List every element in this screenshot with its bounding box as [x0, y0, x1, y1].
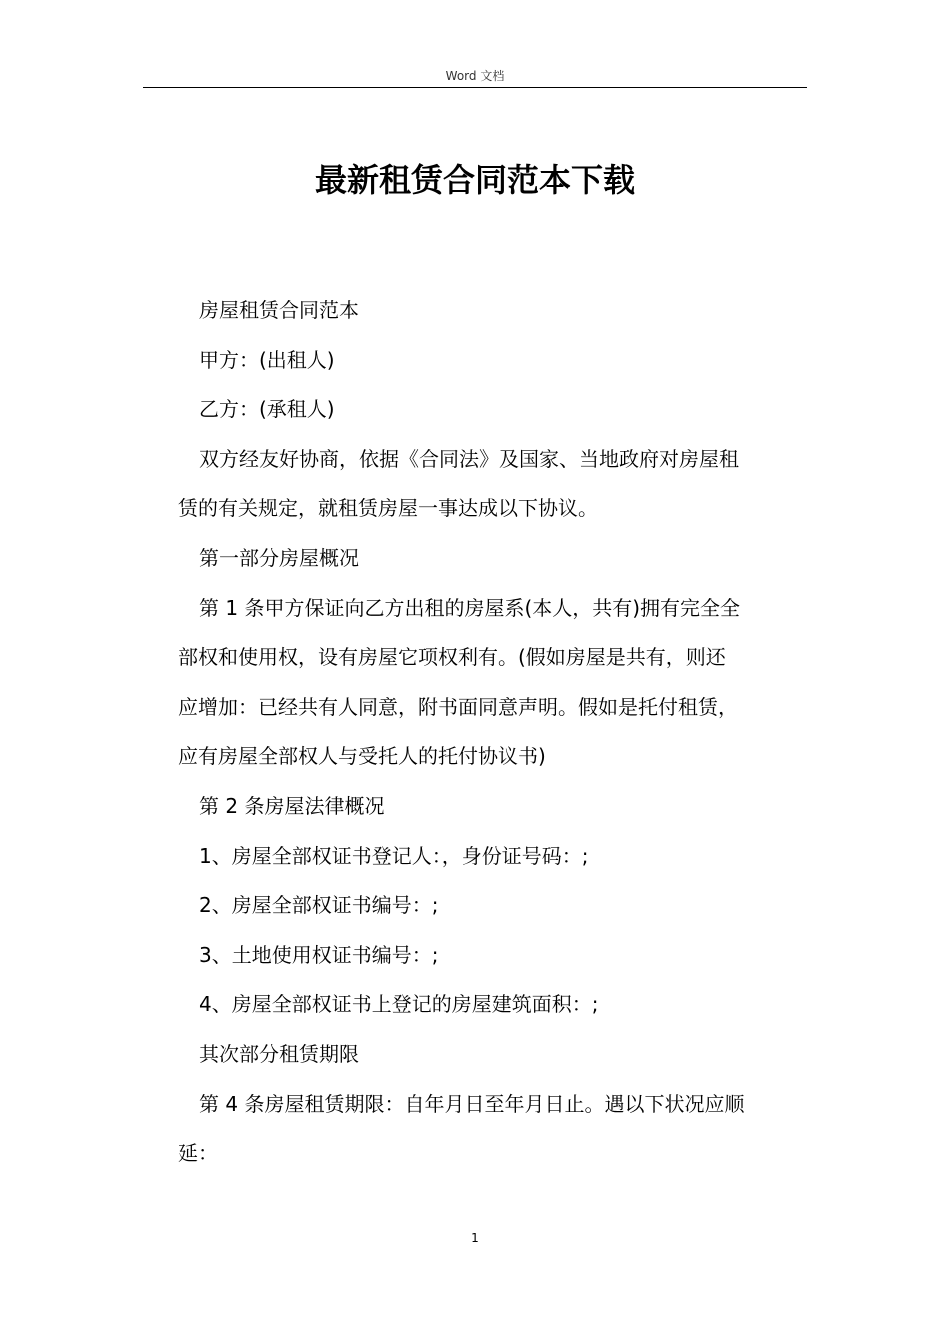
paragraph-line: 第 4 条房屋租赁期限：自年月日至年月日止。遇以下状况应顺	[199, 1091, 745, 1116]
paragraph	[178, 385, 804, 435]
paragraph-line: 双方经友好协商，依据《合同法》及国家、当地政府对房屋租	[199, 446, 739, 471]
document-title: 最新租赁合同范本下载	[314, 161, 635, 199]
paragraph-line: 4、房屋全部权证书上登记的房屋建筑面积：;	[199, 992, 599, 1017]
paragraph-line: 甲方：(出租人)	[199, 347, 335, 372]
paragraph-line: 其次部分租赁期限	[199, 1041, 359, 1066]
paragraph	[178, 1030, 804, 1080]
paragraph	[178, 881, 804, 931]
paragraph-line: 部权和使用权，设有房屋它项权利有。(假如房屋是共有，则还	[178, 645, 726, 670]
paragraph	[178, 1080, 804, 1179]
paragraph	[178, 782, 804, 832]
paragraph-line: 应有房屋全部权人与受托人的托付协议书)	[178, 744, 546, 769]
paragraph-line: 3、土地使用权证书编号：;	[199, 942, 439, 967]
paragraph-line: 第 1 条甲方保证向乙方出租的房屋系(本人，共有)拥有完全全	[199, 595, 741, 620]
paragraph-line: 第一部分房屋概况	[199, 545, 359, 570]
paragraph	[178, 286, 804, 336]
paragraph	[178, 584, 804, 782]
paragraph-line: 2、房屋全部权证书编号：;	[199, 893, 439, 918]
page-header: Word 文档	[445, 69, 505, 83]
header-divider	[143, 87, 807, 88]
page-number: 1	[471, 1231, 479, 1245]
paragraph	[178, 980, 804, 1030]
paragraph-line: 乙方：(承租人)	[199, 397, 335, 422]
paragraph-line: 应增加：已经共有人同意，附书面同意声明。假如是托付租赁，	[178, 694, 738, 719]
document-body	[178, 286, 804, 1179]
paragraph-line: 房屋租赁合同范本	[199, 298, 359, 322]
paragraph	[178, 336, 804, 386]
paragraph	[178, 931, 804, 981]
paragraph-line: 第 2 条房屋法律概况	[199, 793, 385, 818]
paragraph	[178, 832, 804, 882]
paragraph	[178, 435, 804, 534]
paragraph	[178, 534, 804, 584]
paragraph-line: 1、房屋全部权证书登记人：，身份证号码：;	[199, 843, 589, 868]
paragraph-line: 赁的有关规定，就租赁房屋一事达成以下协议。	[178, 496, 598, 521]
paragraph-line: 延：	[178, 1141, 218, 1166]
